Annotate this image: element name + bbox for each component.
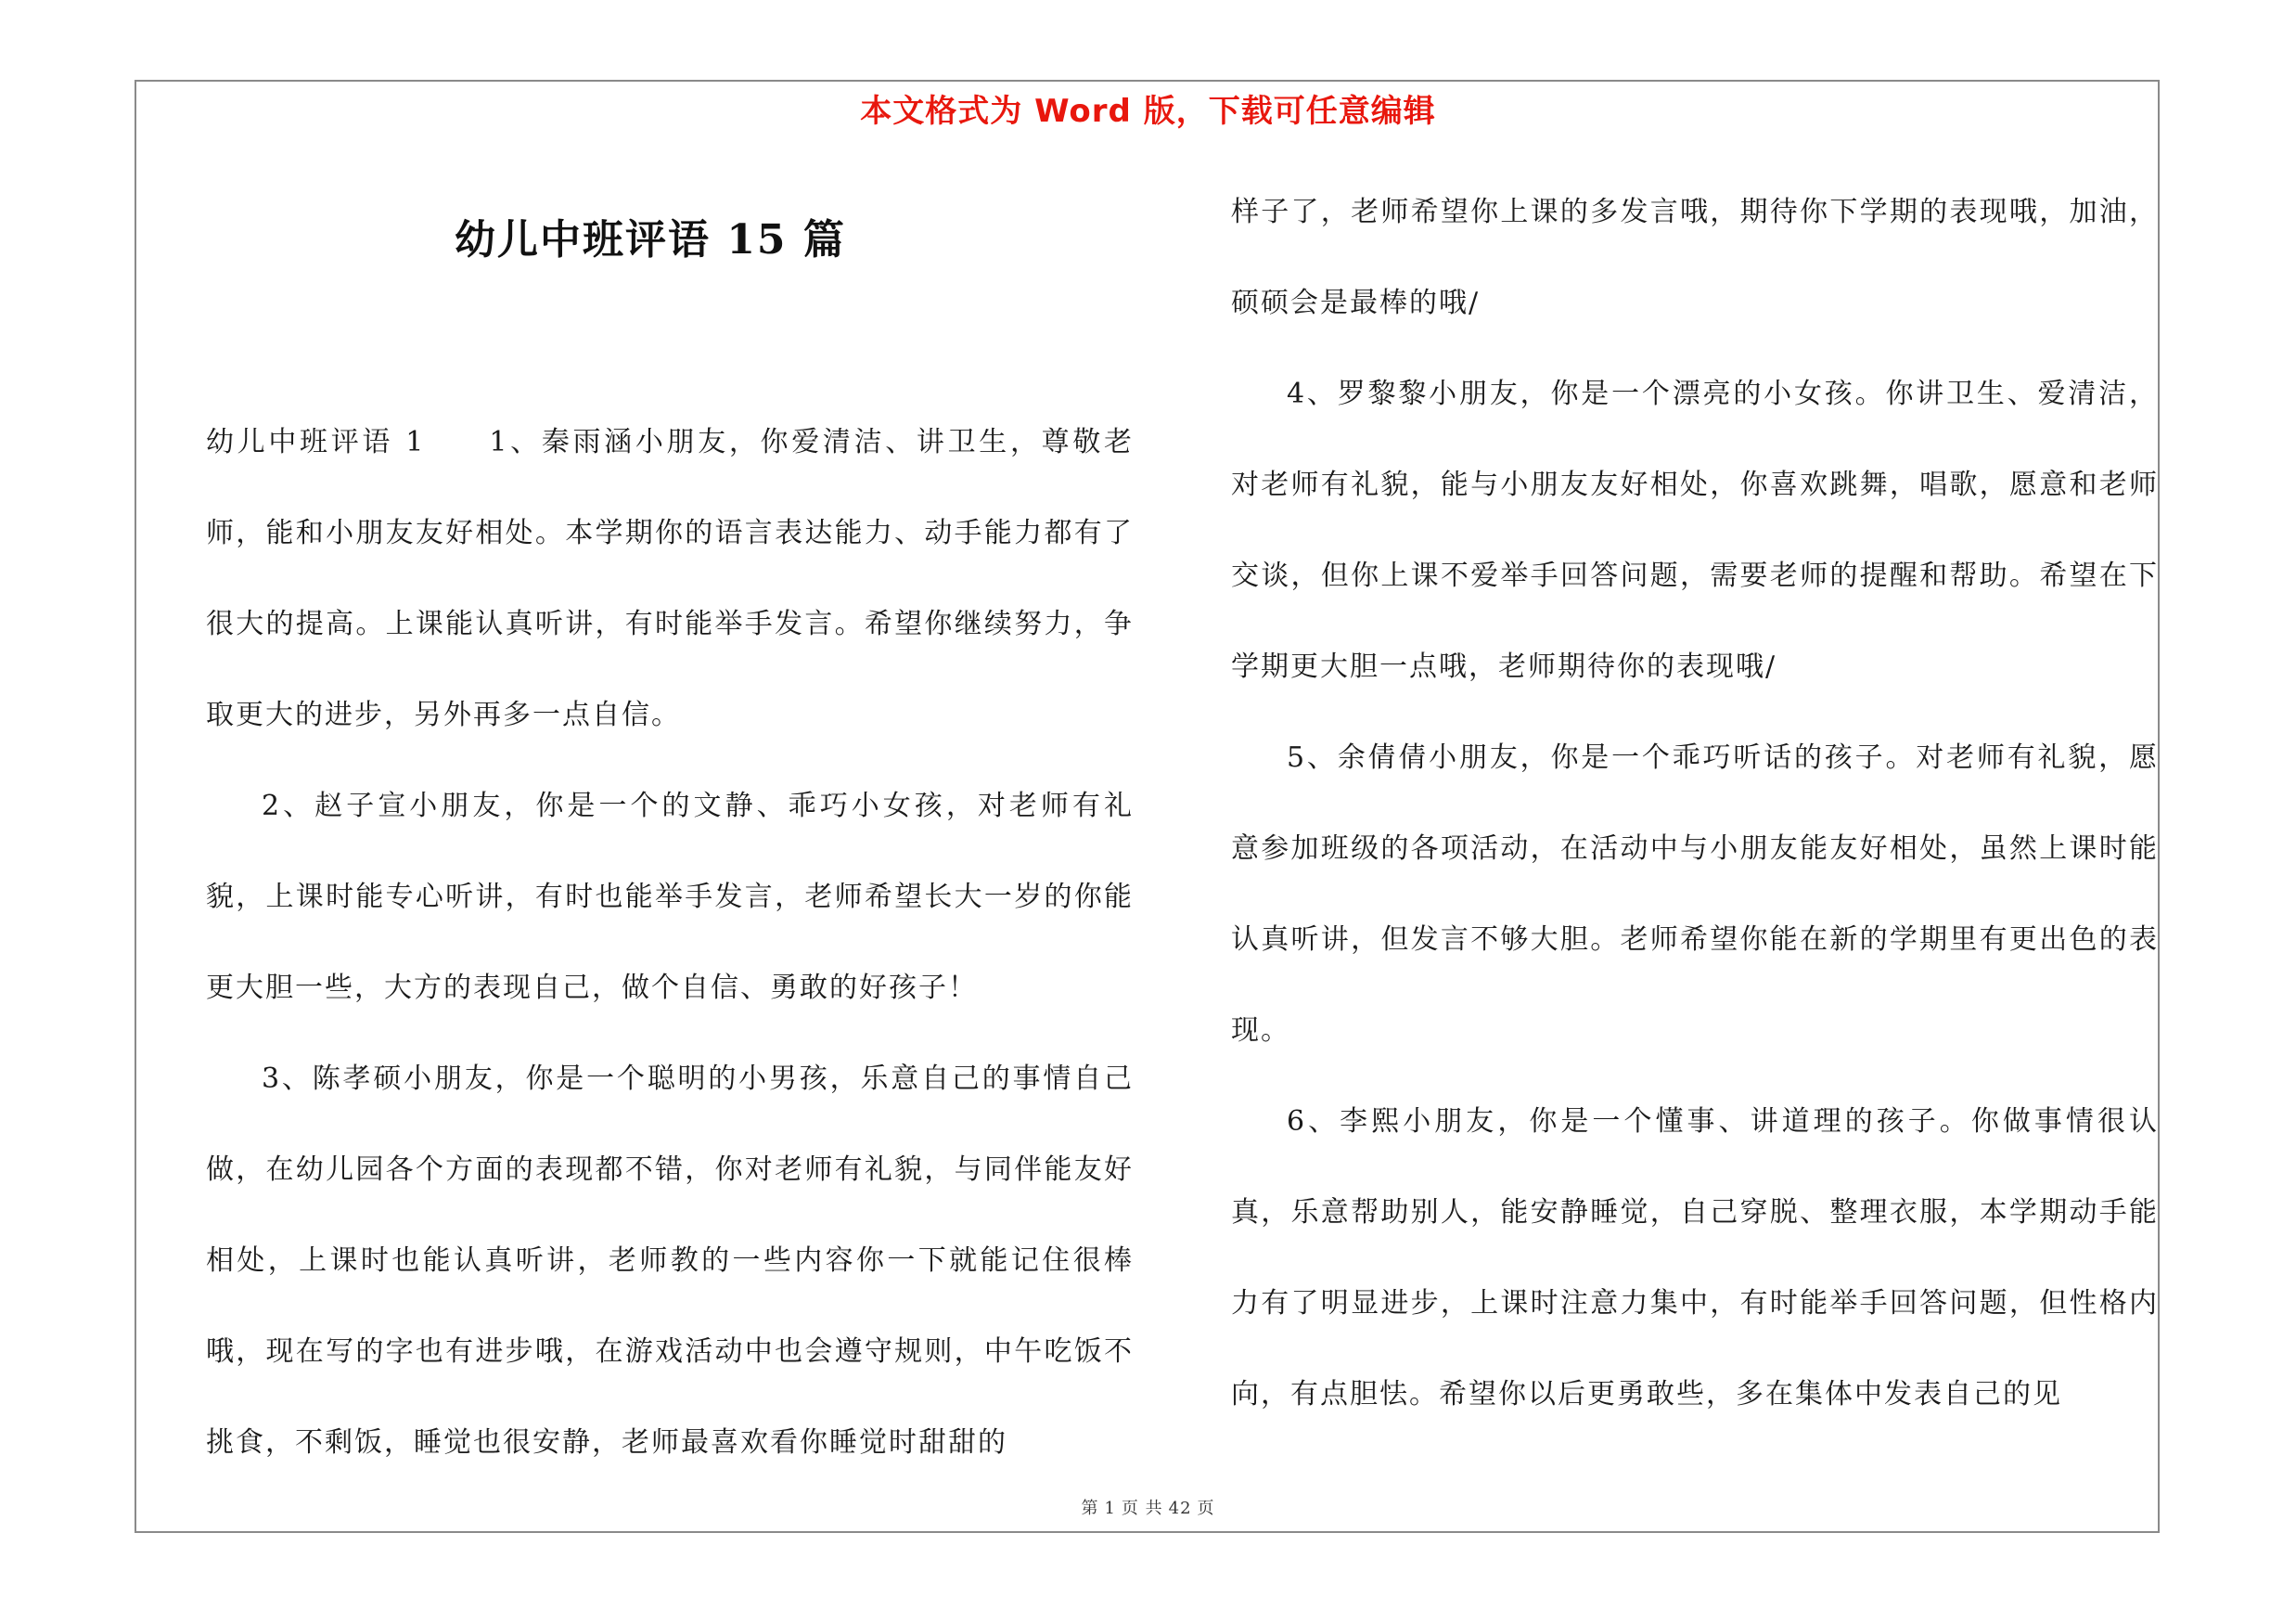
paragraph: 3、陈孝硕小朋友，你是一个聪明的小男孩，乐意自己的事情自己做，在幼儿园各个方面的表现都不错，你对老师有礼貌，与同伴能友好相处，上课时也能认真听讲，老师教的一些内容你一下就能记住很棒哦，现在写的字也有进步哦，在游戏活动中也会遵守规则，中午吃饭不挑食，不剩饭，睡觉也很安静，老师最喜欢看你睡觉时甜甜的 <box>206 1063 1134 1459</box>
paragraph: 4、罗黎黎小朋友，你是一个漂亮的小女孩。你讲卫生、爱清洁，对老师有礼貌，能与小朋友友好相处，你喜欢跳舞，唱歌，愿意和老师交谈，但你上课不爱举手回答问题，需要老师的提醒和帮助。希望在下学期更大胆一点哦，老师期待你的表现哦/ <box>1231 378 2159 683</box>
left-column <box>206 397 1134 1488</box>
footer-prefix: 第 <box>1081 1499 1099 1518</box>
paragraph: 幼儿中班评语 1 1、秦雨涵小朋友，你爱清洁、讲卫生，尊敬老师，能和小朋友友好相处。本学期你的语言表达能力、动手能力都有了很大的提高。上课能认真听讲，有时能举手发言。希望你继续努力，争取更大的进步，另外再多一点自信。 <box>206 426 1134 731</box>
paragraph: 2、赵子宣小朋友，你是一个的文静、乖巧小女孩，对老师有礼貌，上课时能专心听讲，有时也能举手发言，老师希望长大一岁的你能更大胆一些，大方的表现自己，做个自信、勇敢的好孩子！ <box>206 790 1134 1004</box>
footer-suffix: 页 <box>1197 1499 1215 1518</box>
paragraph: 样子了，老师希望你上课的多发言哦，期待你下学期的表现哦，加油，硕硕会是最棒的哦/ <box>1231 196 2159 319</box>
right-column <box>1231 167 2159 1440</box>
total-page-count: 42 <box>1168 1499 1192 1518</box>
page-number-footer <box>0 1495 2296 1519</box>
paragraph: 6、李熙小朋友，你是一个懂事、讲道理的孩子。你做事情很认真，乐意帮助别人，能安静睡觉，自己穿脱、整理衣服，本学期动手能力有了明显进步，上课时注意力集中，有时能举手回答问题，但性格内向，有点胆怯。希望你以后更勇敢些，多在集体中发表自己的见 <box>1231 1105 2159 1410</box>
current-page-number: 1 <box>1104 1499 1116 1518</box>
format-banner: 本文格式为 Word 版，下载可任意编辑 <box>860 93 1436 130</box>
paragraph: 5、余倩倩小朋友，你是一个乖巧听话的孩子。对老师有礼貌，愿意参加班级的各项活动，在活动中与小朋友能友好相处，虽然上课时能认真听讲，但发言不够大胆。老师希望你能在新的学期里有更出色的表现。 <box>1231 741 2159 1047</box>
footer-mid: 页 共 <box>1121 1499 1163 1518</box>
document-title: 幼儿中班评语 15 篇 <box>455 216 846 264</box>
